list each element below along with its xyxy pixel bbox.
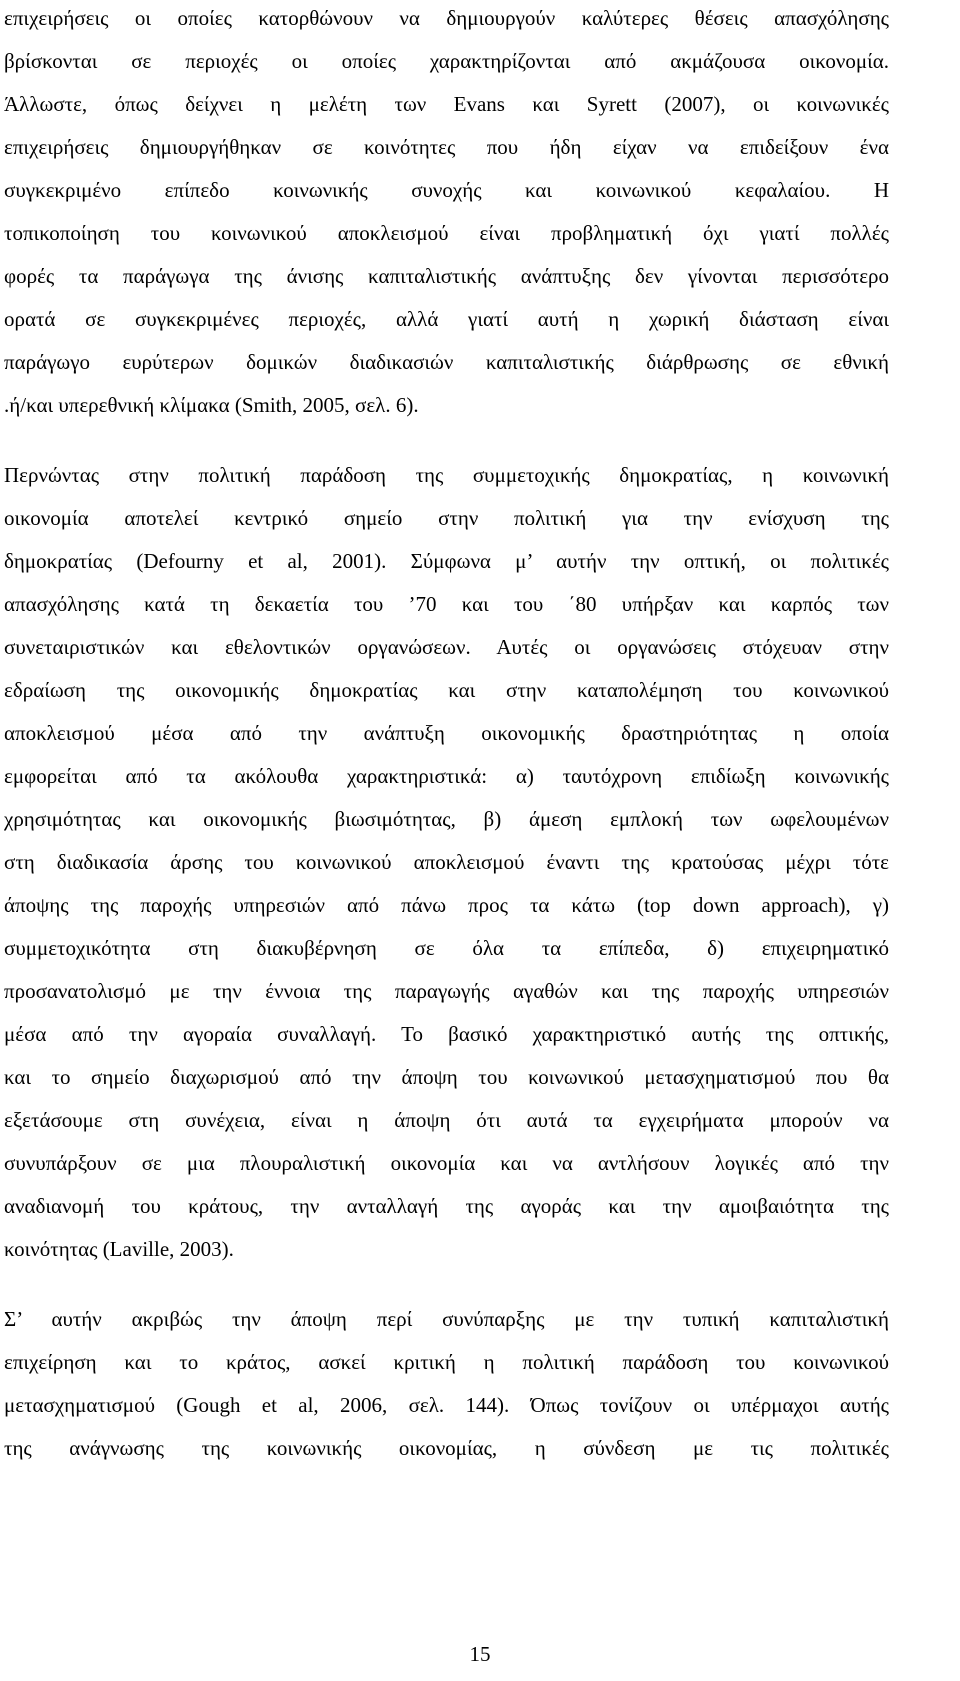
- text-line: επιχείρηση και το κράτος, ασκεί κριτική η πολιτική παράδοση του κοινωνικού: [4, 1350, 889, 1374]
- text-line: κοινότητας (Laville, 2003).: [4, 1237, 234, 1261]
- text-line: επιχειρήσεις δημιουργήθηκαν σε κοινότητες που ήδη είχαν να επιδείξουν ένα: [4, 135, 889, 159]
- text-line: φορές τα παράγωγα της άνισης καπιταλιστικής ανάπτυξης δεν γίνονται περισσότερο: [4, 264, 889, 288]
- text-line: δημοκρατίας (Defourny et al, 2001). Σύμφωνα μ’ αυτήν την οπτική, οι πολιτικές: [4, 549, 889, 573]
- text-line: εμφορείται από τα ακόλουθα χαρακτηριστικά: α) ταυτόχρονη επιδίωξη κοινωνικής: [4, 764, 889, 788]
- text-line: μέσα από την αγοραία συναλλαγή. Το βασικό χαρακτηριστικό αυτής της οπτικής,: [4, 1022, 889, 1046]
- text-line: τοπικοποίηση του κοινωνικού αποκλεισμού είναι προβληματική όχι γιατί πολλές: [4, 221, 889, 245]
- text-line: .ή/και υπερεθνική κλίμακα (Smith, 2005, σελ. 6).: [4, 393, 419, 417]
- text-line: βρίσκονται σε περιοχές οι οποίες χαρακτηρίζονται από ακμάζουσα οικονομία.: [4, 49, 889, 73]
- text-line: Σ’ αυτήν ακριβώς την άποψη περί συνύπαρξης με την τυπική καπιταλιστική: [4, 1307, 889, 1331]
- text-line: άποψης της παροχής υπηρεσιών από πάνω προς τα κάτω (top down approach), γ): [4, 893, 889, 917]
- text-line: οικονομία αποτελεί κεντρικό σημείο στην πολιτική για την ενίσχυση της: [4, 506, 889, 530]
- text-line: παράγωγο ευρύτερων δομικών διαδικασιών καπιταλιστικής διάρθρωσης σε εθνική: [4, 350, 889, 374]
- text-line: εδραίωση της οικονομικής δημοκρατίας και στην καταπολέμηση του κοινωνικού: [4, 678, 889, 702]
- text-line: επιχειρήσεις οι οποίες κατορθώνουν να δημιουργούν καλύτερες θέσεις απασχόλησης: [4, 6, 889, 30]
- text-line: αναδιανομή του κράτους, την ανταλλαγή της αγοράς και την αμοιβαιότητα της: [4, 1194, 889, 1218]
- page-number: 15: [469, 1642, 491, 1666]
- text-line: και το σημείο διαχωρισμού από την άποψη του κοινωνικού μετασχηματισμού που θα: [4, 1065, 889, 1089]
- text-line: χρησιμότητας και οικονομικής βιωσιμότητας, β) άμεση εμπλοκή των ωφελουμένων: [4, 807, 889, 831]
- text-line: ορατά σε συγκεκριμένες περιοχές, αλλά γιατί αυτή η χωρική διάσταση είναι: [4, 307, 889, 331]
- text-line: συνυπάρξουν σε μια πλουραλιστική οικονομία και να αντλήσουν λογικές από την: [4, 1151, 889, 1175]
- text-line: Άλλωστε, όπως δείχνει η μελέτη των Evans και Syrett (2007), οι κοινωνικές: [4, 92, 889, 116]
- text-line: μετασχηματισμού (Gough et al, 2006, σελ. 144). Όπως τονίζουν οι υπέρμαχοι αυτής: [4, 1393, 889, 1417]
- text-line: απασχόλησης κατά τη δεκαετία του ’70 και του ΄80 υπήρξαν και καρπός των: [4, 592, 889, 616]
- text-line: Περνώντας στην πολιτική παράδοση της συμμετοχικής δημοκρατίας, η κοινωνική: [4, 463, 889, 487]
- text-line: αποκλεισμού μέσα από την ανάπτυξη οικονομικής δραστηριότητας η οποία: [4, 721, 889, 745]
- text-line: εξετάσουμε στη συνέχεια, είναι η άποψη ότι αυτά τα εγχειρήματα μπορούν να: [4, 1108, 889, 1132]
- text-line: συμμετοχικότητα στη διακυβέρνηση σε όλα τα επίπεδα, δ) επιχειρηματικό: [4, 936, 889, 960]
- text-line: της ανάγνωσης της κοινωνικής οικονομίας, η σύνδεση με τις πολιτικές: [4, 1436, 889, 1460]
- text-line: προσανατολισμό με την έννοια της παραγωγής αγαθών και της παροχής υπηρεσιών: [4, 979, 889, 1003]
- text-line: στη διαδικασία άρσης του κοινωνικού αποκλεισμού έναντι της κρατούσας μέχρι τότε: [4, 850, 889, 874]
- text-line: συνεταιριστικών και εθελοντικών οργανώσεων. Αυτές οι οργανώσεις στόχευαν στην: [4, 635, 889, 659]
- text-line: συγκεκριμένο επίπεδο κοινωνικής συνοχής και κοινωνικού κεφαλαίου. Η: [4, 178, 889, 202]
